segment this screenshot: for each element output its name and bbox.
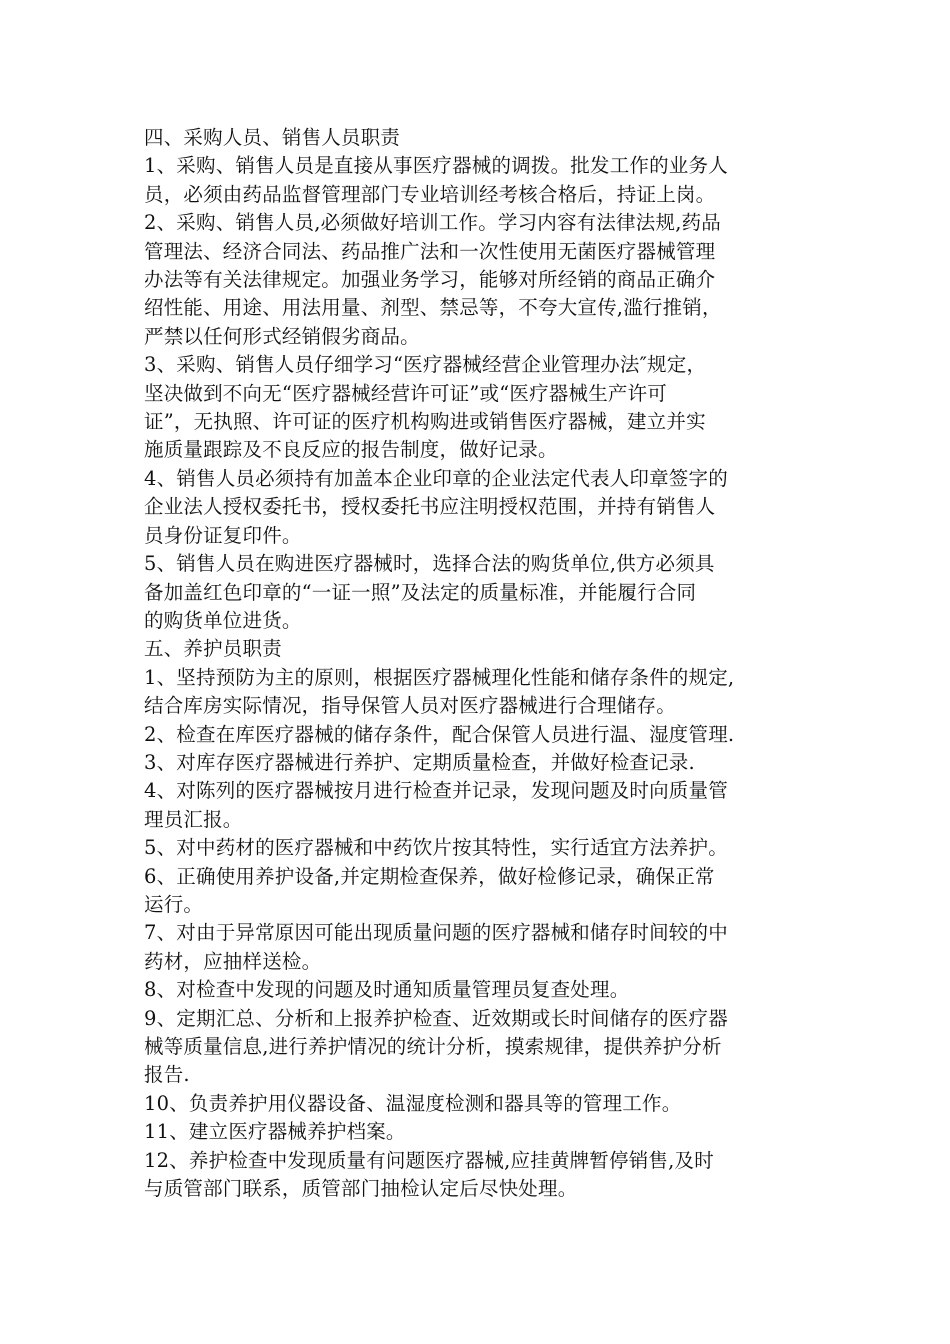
document-body	[144, 124, 820, 1203]
text-line: 4、销售人员必须持有加盖本企业印章的企业法定代表人印章签字的	[144, 466, 728, 490]
text-line: 员，必须由药品监督管理部门专业培训经考核合格后，持证上岗。	[144, 182, 716, 206]
text-line: 1、采购、销售人员是直接从事医疗器械的调拨。批发工作的业务人	[144, 154, 728, 178]
text-line: 严禁以任何形式经销假劣商品。	[144, 324, 420, 348]
text-line: 报告.	[144, 1063, 190, 1087]
text-line: 5、销售人员在购进医疗器械时，选择合法的购货单位,供方必须具	[144, 552, 715, 576]
text-line: 10、负责养护用仪器设备、温湿度检测和器具等的管理工作。	[144, 1091, 682, 1115]
text-line: 4、对陈列的医疗器械按月进行检查并记录，发现问题及时向质量管	[144, 779, 728, 803]
text-line: 的购货单位进货。	[144, 608, 302, 632]
text-line: 绍性能、用途、用法用量、剂型、禁忌等，不夸大宣传,滥行推销，	[144, 296, 722, 320]
text-line: 6、正确使用养护设备,并定期检查保养，做好检修记录，确保正常	[144, 864, 715, 888]
text-line: 坚决做到不向无“医疗器械经营许可证”或“医疗器械生产许可	[144, 381, 668, 405]
text-line: 2、采购、销售人员,必须做好培训工作。学习内容有法律法规,药品	[144, 211, 722, 235]
section-heading-4: 四、采购人员、销售人员职责	[144, 126, 401, 149]
text-line: 与质管部门联系，质管部门抽检认定后尽快处理。	[144, 1177, 578, 1201]
text-line: 理员汇报。	[144, 807, 243, 831]
text-line: 企业法人授权委托书，授权委托书应注明授权范围，并持有销售人	[144, 495, 716, 519]
text-line: 证”，无执照、许可证的医疗机构购进或销售医疗器械，建立并实	[144, 410, 706, 434]
text-line: 施质量跟踪及不良反应的报告制度，做好记录。	[144, 438, 558, 462]
text-line: 11、建立医疗器械养护档案。	[144, 1120, 406, 1144]
text-line: 备加盖红色印章的“一证一照”及法定的质量标准，并能履行合同	[144, 580, 697, 604]
text-line: 9、定期汇总、分析和上报养护检查、近效期或长时间储存的医疗器	[144, 1006, 728, 1030]
text-line: 药材，应抽样送检。	[144, 949, 322, 973]
text-line: 员身份证复印件。	[144, 523, 302, 547]
text-line: 12、养护检查中发现质量有问题医疗器械,应挂黄牌暂停销售,及时	[144, 1148, 714, 1172]
text-line: 1、坚持预防为主的原则，根据医疗器械理化性能和储存条件的规定,	[144, 665, 735, 689]
text-line: 3、采购、销售人员仔细学习“医疗器械经营企业管理办法″规定，	[144, 353, 707, 377]
text-line: 管理法、经济合同法、药品推广法和一次性使用无菌医疗器械管理	[144, 239, 716, 263]
text-line: 5、对中药材的医疗器械和中药饮片按其特性，实行适宜方法养护。	[144, 836, 728, 860]
text-line: 结合库房实际情况，指导保管人员对医疗器械进行合理储存。	[144, 694, 676, 718]
text-line: 办法等有关法律规定。加强业务学习，能够对所经销的商品正确介	[144, 268, 716, 292]
text-line: 2、检查在库医疗器械的储存条件，配合保管人员进行温、湿度管理.	[144, 722, 735, 746]
text-line: 3、对库存医疗器械进行养护、定期质量检查，并做好检查记录.	[144, 750, 695, 774]
text-line: 运行。	[144, 892, 204, 916]
text-line: 械等质量信息,进行养护情况的统计分析，摸索规律，提供养护分析	[144, 1035, 722, 1058]
text-line: 7、对由于异常原因可能出现质量问题的医疗器械和储存时间较的中	[144, 921, 728, 945]
text-line: 8、对检查中发现的问题及时通知质量管理员复查处理。	[144, 978, 630, 1002]
section-heading-5: 五、养护员职责	[144, 637, 282, 661]
